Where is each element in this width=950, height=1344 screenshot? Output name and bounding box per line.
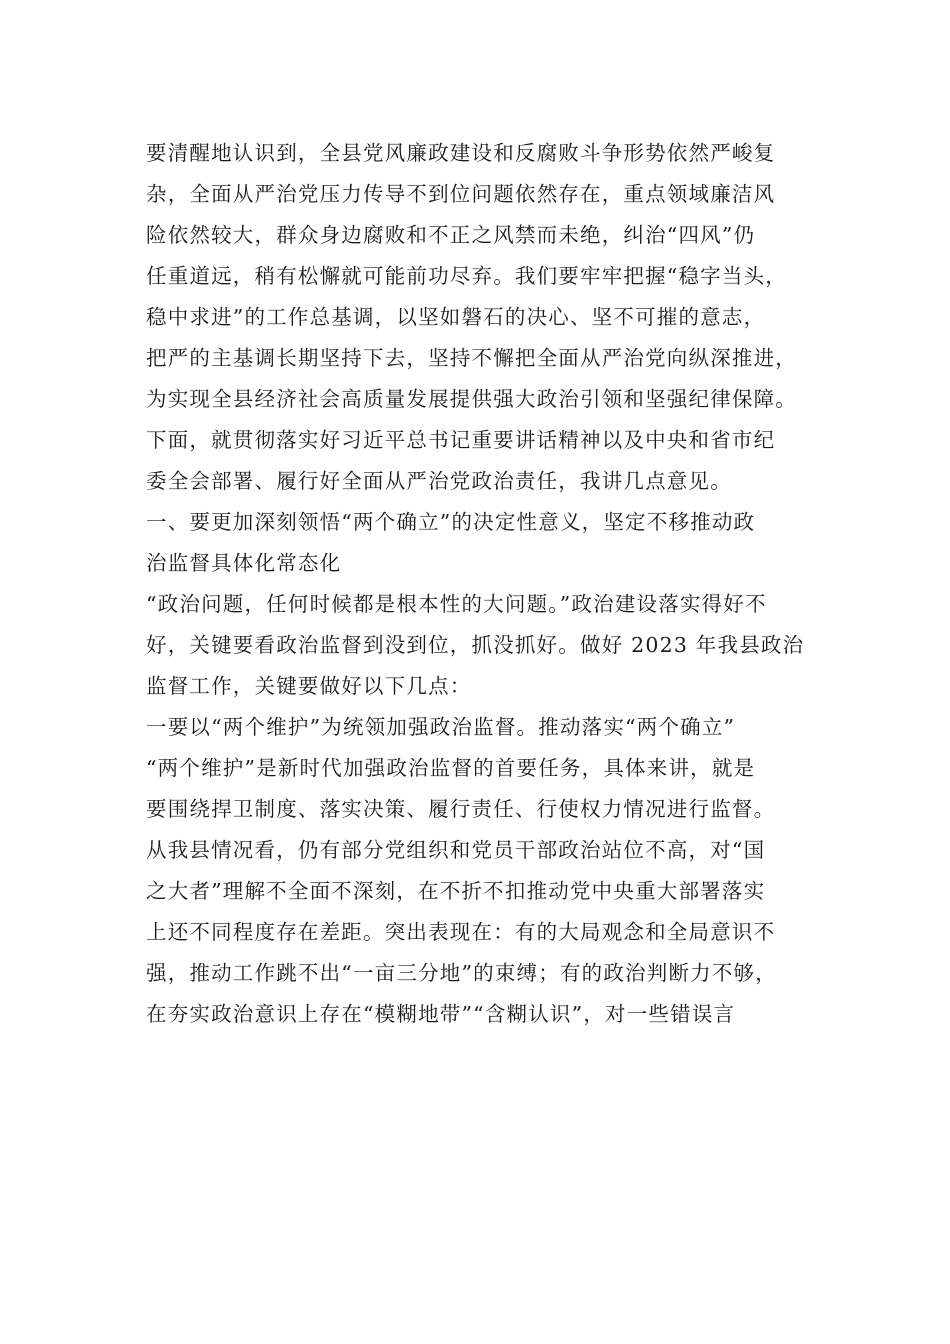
text-line: 强，推动工作跳不出“一亩三分地”的束缚；有的政治判断力不够，: [146, 961, 777, 985]
text-line: 为实现全县经济社会高质量发展提供强大政治引领和坚强纪律保障。: [146, 387, 797, 411]
text-line: 稳中求进”的工作总基调，以坚如磐石的决心、坚不可摧的意志，: [146, 305, 766, 329]
text-line: 委全会部署、履行好全面从严治党政治责任，我讲几点意见。: [146, 469, 732, 493]
text-line: 要围绕捍卫制度、落实决策、履行责任、行使权力情况进行监督。: [146, 797, 776, 821]
text-line: 险依然较大，群众身边腐败和不正之风禁而未绝，纠治“四风”仍: [146, 223, 756, 247]
text-line: 把严的主基调长期坚持下去，坚持不懈把全面从严治党向纵深推进，: [146, 346, 797, 370]
text-line: “政治问题，任何时候都是根本性的大问题。”政治建设落实得好不: [146, 592, 767, 616]
section-heading-line: 治监督具体化常态化: [146, 551, 342, 575]
text-line: 一要以“两个维护”为统领加强政治监督。推动落实“两个确立”: [146, 715, 736, 739]
text-line: 上还不同程度存在差距。突出表现在：有的大局观念和全局意识不: [146, 920, 776, 944]
text-line: 之大者”理解不全面不深刻，在不折不扣推动党中央重大部署落实: [146, 879, 766, 903]
text-line: 杂，全面从严治党压力传导不到位问题依然存在，重点领域廉洁风: [146, 182, 776, 206]
text-line: 从我县情况看，仍有部分党组织和党员干部政治站位不高，对“国: [146, 838, 766, 862]
text-line: 任重道远，稍有松懈就可能前功尽弃。我们要牢牢把握“稳字当头，: [146, 264, 787, 288]
section-heading-line: 一、要更加深刻领悟“两个确立”的决定性意义，坚定不移推动政: [146, 510, 756, 534]
text-line: 好，关键要看政治监督到没到位，抓没抓好。做好 2023 年我县政治: [146, 633, 805, 657]
text-line: “两个维护”是新时代加强政治监督的首要任务，具体来讲，就是: [146, 756, 756, 780]
text-line: 监督工作，关键要做好以下几点：: [146, 674, 472, 698]
text-line: 要清醒地认识到，全县党风廉政建设和反腐败斗争形势依然严峻复: [146, 141, 776, 165]
text-line: 在夯实政治意识上存在“模糊地带”“含糊认识”，对一些错误言: [146, 1002, 736, 1026]
text-line: 下面，就贯彻落实好习近平总书记重要讲话精神以及中央和省市纪: [146, 428, 776, 452]
body-text: [146, 133, 836, 1035]
